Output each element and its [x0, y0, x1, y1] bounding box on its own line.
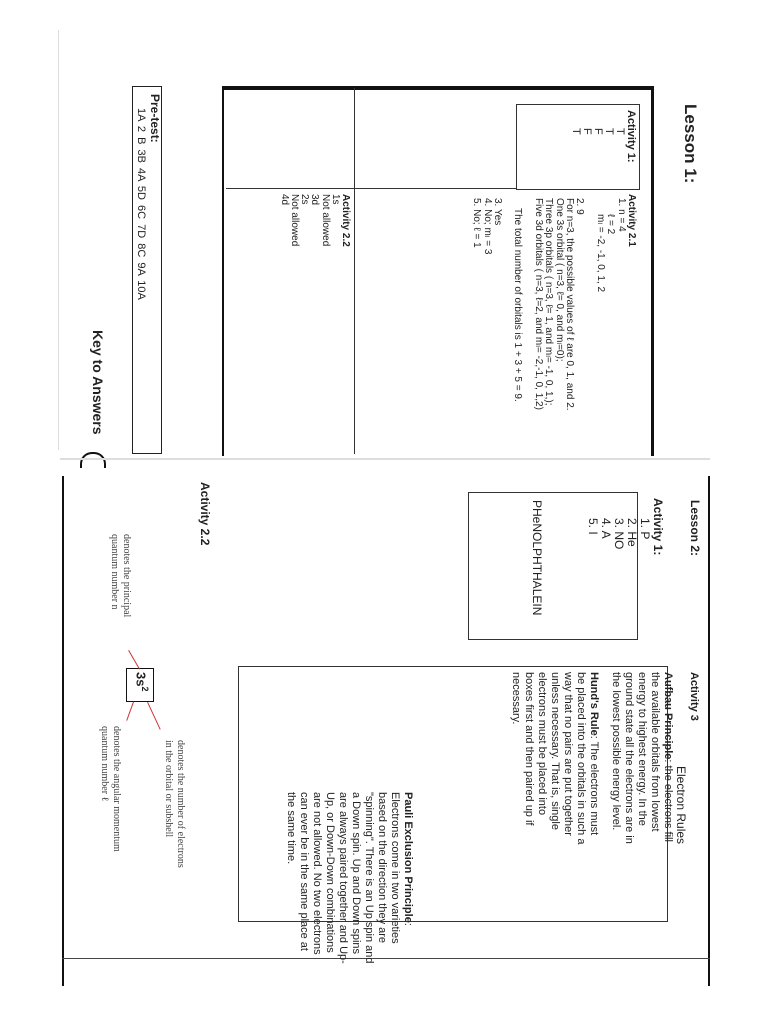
- lesson1-activity1-heading: Activity 1:: [625, 110, 637, 163]
- leader-line-electrons: [147, 702, 161, 730]
- activity21-line: The total number of orbitals is 1 + 3 + 5 = 9.: [512, 208, 524, 402]
- pauli-section: [284, 792, 414, 964]
- lesson1-title: Lesson 1:: [681, 104, 700, 184]
- activity3-heading: Activity 3: [688, 672, 700, 721]
- activity21-line: 5. No; ℓ = 1: [471, 198, 483, 248]
- activity22-answer: 4d: [278, 194, 290, 206]
- lesson2-title: Lesson 2:: [688, 500, 702, 557]
- pretest: [134, 94, 162, 300]
- aufbau-title: Aufbau Principle: [662, 672, 674, 760]
- activity22-answer: Not allowed: [288, 194, 300, 247]
- lesson2-activity1-answer: 1. P: [638, 518, 652, 540]
- notation-superscript: 2: [140, 686, 150, 692]
- lesson2-activity1-answer: 4. A: [599, 518, 613, 539]
- pauli-line: are always paired together and Up-: [337, 792, 349, 964]
- hund-line: electrons must be placed into: [536, 672, 548, 816]
- lesson2-activity1-answer: 3. NO: [612, 518, 626, 550]
- label-electrons-line: denotes the number of electrons: [175, 740, 186, 868]
- label-electrons: [162, 740, 186, 868]
- lesson2-activity1-answer: 2. He: [625, 518, 639, 547]
- aufbau-line: energy to highest energy. In the: [636, 672, 648, 826]
- lesson1-activity21: [471, 194, 636, 411]
- activity3-subheading: Electron Rules: [674, 766, 688, 845]
- aufbau-line: : the electrons fill: [662, 759, 674, 842]
- lesson2-hidden-word: PHeNOLPHTHALEIN: [530, 500, 544, 616]
- activity21-line: [522, 194, 532, 411]
- activity21-line: Three 3p orbitals ( n=3, ℓ= 1, and mₗ= -1, 0, 1,);: [543, 198, 555, 406]
- activity22-answer: 2s: [299, 194, 311, 205]
- page2-top-rule: [60, 458, 710, 478]
- pretest-answers: 1A 2 B 3B 4A 5D 6C 7D 8C 9A 10A: [135, 108, 147, 300]
- activity22-answer: 3d: [309, 194, 321, 206]
- hund-line: way that no pairs are put together: [562, 672, 574, 836]
- label-principal-line: denotes the principal: [121, 534, 132, 618]
- label-angular: [98, 726, 122, 852]
- lesson2-activity1: [586, 498, 664, 555]
- activity21-line: [584, 194, 594, 411]
- lesson1-activity1-answer: T: [603, 128, 615, 135]
- hund-line: be placed into the orbitals in such a: [575, 672, 587, 845]
- label-angular-line: quantum number ℓ: [99, 726, 110, 802]
- leader-line-angular: [126, 702, 134, 721]
- aufbau-line: ground state all the electrons are in: [623, 672, 635, 844]
- page-edge-rule: [58, 30, 59, 450]
- pauli-line: based on the direction they are: [376, 792, 388, 944]
- lesson2-activity22-heading: Activity 2.2: [198, 482, 212, 546]
- activity21-line: One 3s orbital ( n=3, ℓ= 0, and mₗ=0);: [553, 198, 565, 362]
- lesson1-activity1: [570, 110, 636, 163]
- label-principal: [108, 534, 132, 617]
- pauli-title: Pauli Exclusion Principle: [402, 792, 414, 923]
- hund-line: boxes first and then paired up if: [523, 672, 535, 826]
- lesson1-column-divider: [354, 88, 355, 454]
- pauli-line: can ever be in the same place at: [298, 792, 310, 951]
- leader-line-principal: [128, 650, 140, 670]
- lesson1-activity22: [279, 194, 350, 247]
- pauli-line: are not allowed. No two electrons: [311, 792, 323, 955]
- pauli-line: "spinning". There is an Up spin and: [363, 792, 375, 964]
- activity21-line: 1. n = 4: [615, 198, 627, 232]
- lesson1-activity21-heading: Activity 2.1: [626, 194, 637, 247]
- lesson2-activity1-heading: Activity 1:: [651, 498, 665, 556]
- activity22-answer: 1s: [329, 194, 341, 205]
- activity21-line: ℓ = 2: [605, 214, 617, 235]
- activity21-line: 2. 9: [574, 198, 586, 215]
- pretest-heading: Pre-test:: [148, 94, 162, 143]
- pauli-line: Up, or Down-Down combinations: [324, 792, 336, 953]
- activity21-line: Five 3d orbitals ( n=3, ℓ=2, and mₗ= -2,-1, 0, 1,2): [532, 198, 544, 410]
- activity21-line: 3. Yes: [491, 198, 503, 226]
- lesson2-activity3: [509, 672, 700, 844]
- label-principal-line: quantum number n: [109, 534, 120, 610]
- aufbau-line: the lowest possible energy level.: [610, 672, 622, 831]
- activity21-line: mₗ = -2, -1, 0, 1, 2: [594, 214, 606, 293]
- activity22-answer: Not allowed: [319, 194, 331, 247]
- hund-line: necessary.: [510, 672, 522, 725]
- pauli-line: the same time.: [285, 792, 297, 865]
- lesson1-row-divider: [226, 188, 516, 189]
- pauli-line: :: [402, 922, 414, 926]
- activity21-line: [502, 194, 512, 411]
- hund-line: : The electrons must: [588, 735, 600, 836]
- notation-main: 3s: [133, 672, 149, 687]
- page2-right-rule: [708, 476, 710, 986]
- notation-3s2: [134, 672, 150, 691]
- label-angular-line: denotes the angular momentum: [111, 726, 122, 852]
- pauli-line: a Down spin. Up and Down spins: [350, 792, 362, 955]
- lesson1-activity1-answer: T: [614, 128, 626, 135]
- lesson1-activity22-heading: Activity 2.2: [340, 194, 351, 247]
- activity21-line: 4. No; mₗ = 3: [481, 198, 493, 255]
- aufbau-line: the available orbitals from lowest: [649, 672, 661, 832]
- lesson1-activity1-answer: F: [592, 128, 604, 135]
- key-to-answers-title: Key to Answers: [90, 330, 106, 435]
- lesson2-activity1-answer: 5. I: [586, 518, 600, 535]
- activity21-line: For n=3, the possible values of ℓ are 0, 1, and 2.: [563, 198, 575, 411]
- pauli-line: Electrons come in two varieties: [389, 792, 401, 944]
- page2-left-rule: [62, 476, 64, 986]
- hund-title: Hund's Rule: [588, 672, 600, 736]
- lesson1-activity1-answer: T: [570, 128, 582, 135]
- hund-line: unless necessary. That is, single: [549, 672, 561, 830]
- label-electrons-line: in the orbital or subshell: [163, 740, 174, 838]
- lesson1-activity1-answer: F: [581, 128, 593, 135]
